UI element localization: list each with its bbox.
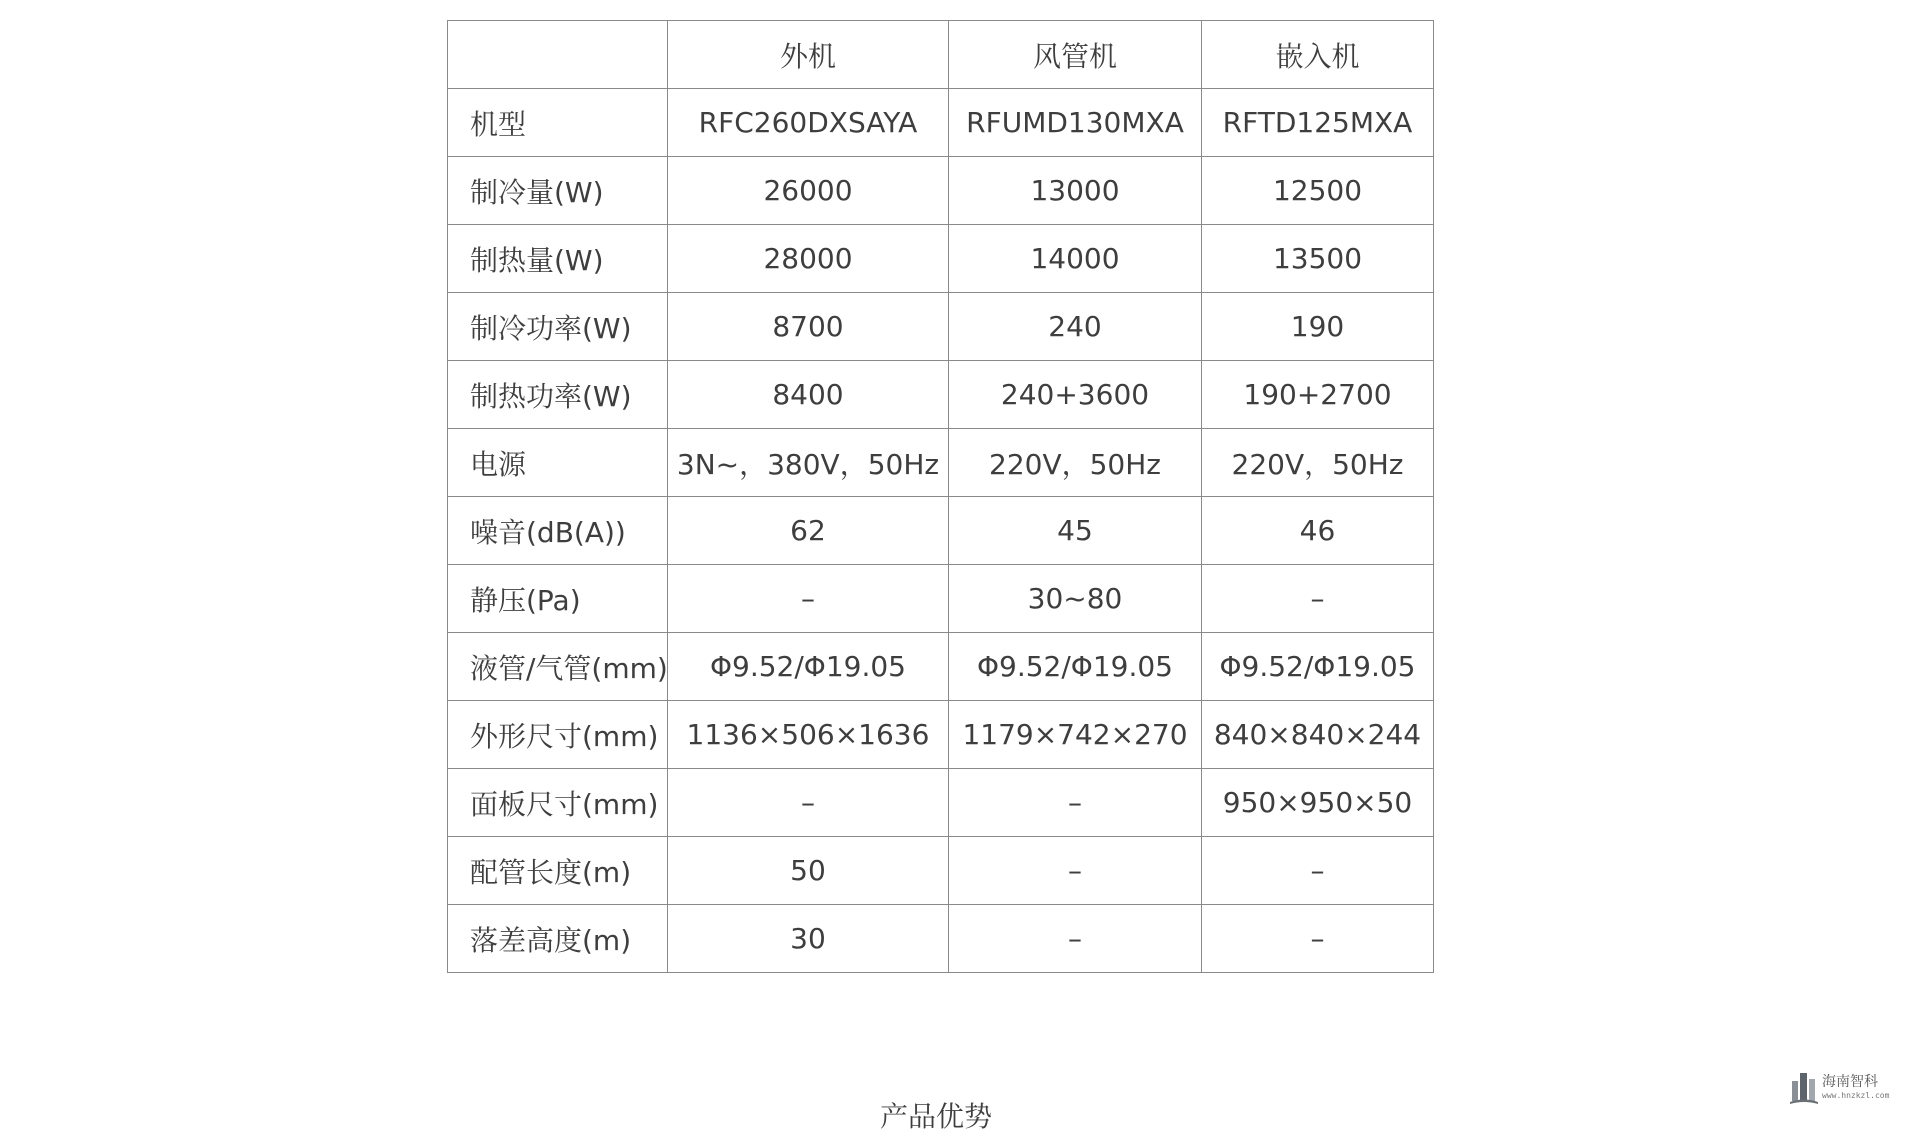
table-cell: 28000 — [668, 225, 949, 293]
table-cell: – — [949, 837, 1202, 905]
table-cell: – — [949, 769, 1202, 837]
table-row — [448, 429, 1434, 497]
table-row — [448, 497, 1434, 565]
row-label: 静压(Pa) — [448, 565, 668, 633]
watermark-title: 海南智科 — [1822, 1074, 1878, 1090]
table-cell: 30~80 — [949, 565, 1202, 633]
table-cell: 240 — [949, 293, 1202, 361]
table-cell: 190 — [1202, 293, 1434, 361]
table-cell: Φ9.52/Φ19.05 — [949, 633, 1202, 701]
table-row — [448, 89, 1434, 157]
row-label: 液管/气管(mm) — [448, 633, 668, 701]
row-label: 面板尺寸(mm) — [448, 769, 668, 837]
table-row — [448, 633, 1434, 701]
watermark-url: www.hnzkzl.com — [1822, 1091, 1890, 1100]
table-cell: RFC260DXSAYA — [668, 89, 949, 157]
table-cell: – — [668, 769, 949, 837]
row-label: 制热量(W) — [448, 225, 668, 293]
table-row — [448, 769, 1434, 837]
table-cell: 190+2700 — [1202, 361, 1434, 429]
spec-table — [447, 20, 1434, 973]
table-cell: 13000 — [949, 157, 1202, 225]
row-label: 噪音(dB(A)) — [448, 497, 668, 565]
table-cell: – — [1202, 905, 1434, 973]
table-row — [448, 565, 1434, 633]
section-heading-cut: 产品优势 — [880, 1100, 993, 1133]
table-header-row — [448, 21, 1434, 89]
table-cell: 50 — [668, 837, 949, 905]
row-label: 机型 — [448, 89, 668, 157]
table-cell: – — [1202, 837, 1434, 905]
table-cell: Φ9.52/Φ19.05 — [1202, 633, 1434, 701]
row-label: 制冷功率(W) — [448, 293, 668, 361]
header-cell-duct: 风管机 — [949, 21, 1202, 89]
header-cell-cassette: 嵌入机 — [1202, 21, 1434, 89]
table-cell: 220V，50Hz — [949, 429, 1202, 497]
header-cell-empty — [448, 21, 668, 89]
table-cell: 8400 — [668, 361, 949, 429]
table-cell: 950×950×50 — [1202, 769, 1434, 837]
row-label: 电源 — [448, 429, 668, 497]
row-label: 外形尺寸(mm) — [448, 701, 668, 769]
table-row — [448, 293, 1434, 361]
table-row — [448, 225, 1434, 293]
table-cell: 13500 — [1202, 225, 1434, 293]
table-cell: 45 — [949, 497, 1202, 565]
table-cell: 26000 — [668, 157, 949, 225]
table-cell: Φ9.52/Φ19.05 — [668, 633, 949, 701]
table-cell: – — [668, 565, 949, 633]
table-cell: – — [949, 905, 1202, 973]
table-cell: 12500 — [1202, 157, 1434, 225]
table-cell: 46 — [1202, 497, 1434, 565]
table-row — [448, 701, 1434, 769]
table-cell: 14000 — [949, 225, 1202, 293]
table-cell: 1136×506×1636 — [668, 701, 949, 769]
table-cell: 62 — [668, 497, 949, 565]
watermark — [1790, 1065, 1900, 1109]
table-cell: 1179×742×270 — [949, 701, 1202, 769]
header-cell-outdoor: 外机 — [668, 21, 949, 89]
row-label: 制热功率(W) — [448, 361, 668, 429]
table-row — [448, 157, 1434, 225]
table-row — [448, 361, 1434, 429]
building-logo-icon — [1790, 1069, 1818, 1105]
table-cell: RFUMD130MXA — [949, 89, 1202, 157]
table-cell: 840×840×244 — [1202, 701, 1434, 769]
table-cell: RFTD125MXA — [1202, 89, 1434, 157]
table-cell: 8700 — [668, 293, 949, 361]
table-cell: 240+3600 — [949, 361, 1202, 429]
row-label: 制冷量(W) — [448, 157, 668, 225]
row-label: 落差高度(m) — [448, 905, 668, 973]
table-cell: 3N~，380V，50Hz — [668, 429, 949, 497]
table-cell: 220V，50Hz — [1202, 429, 1434, 497]
table-cell: 30 — [668, 905, 949, 973]
table-row — [448, 837, 1434, 905]
row-label: 配管长度(m) — [448, 837, 668, 905]
table-row — [448, 905, 1434, 973]
table-cell: – — [1202, 565, 1434, 633]
